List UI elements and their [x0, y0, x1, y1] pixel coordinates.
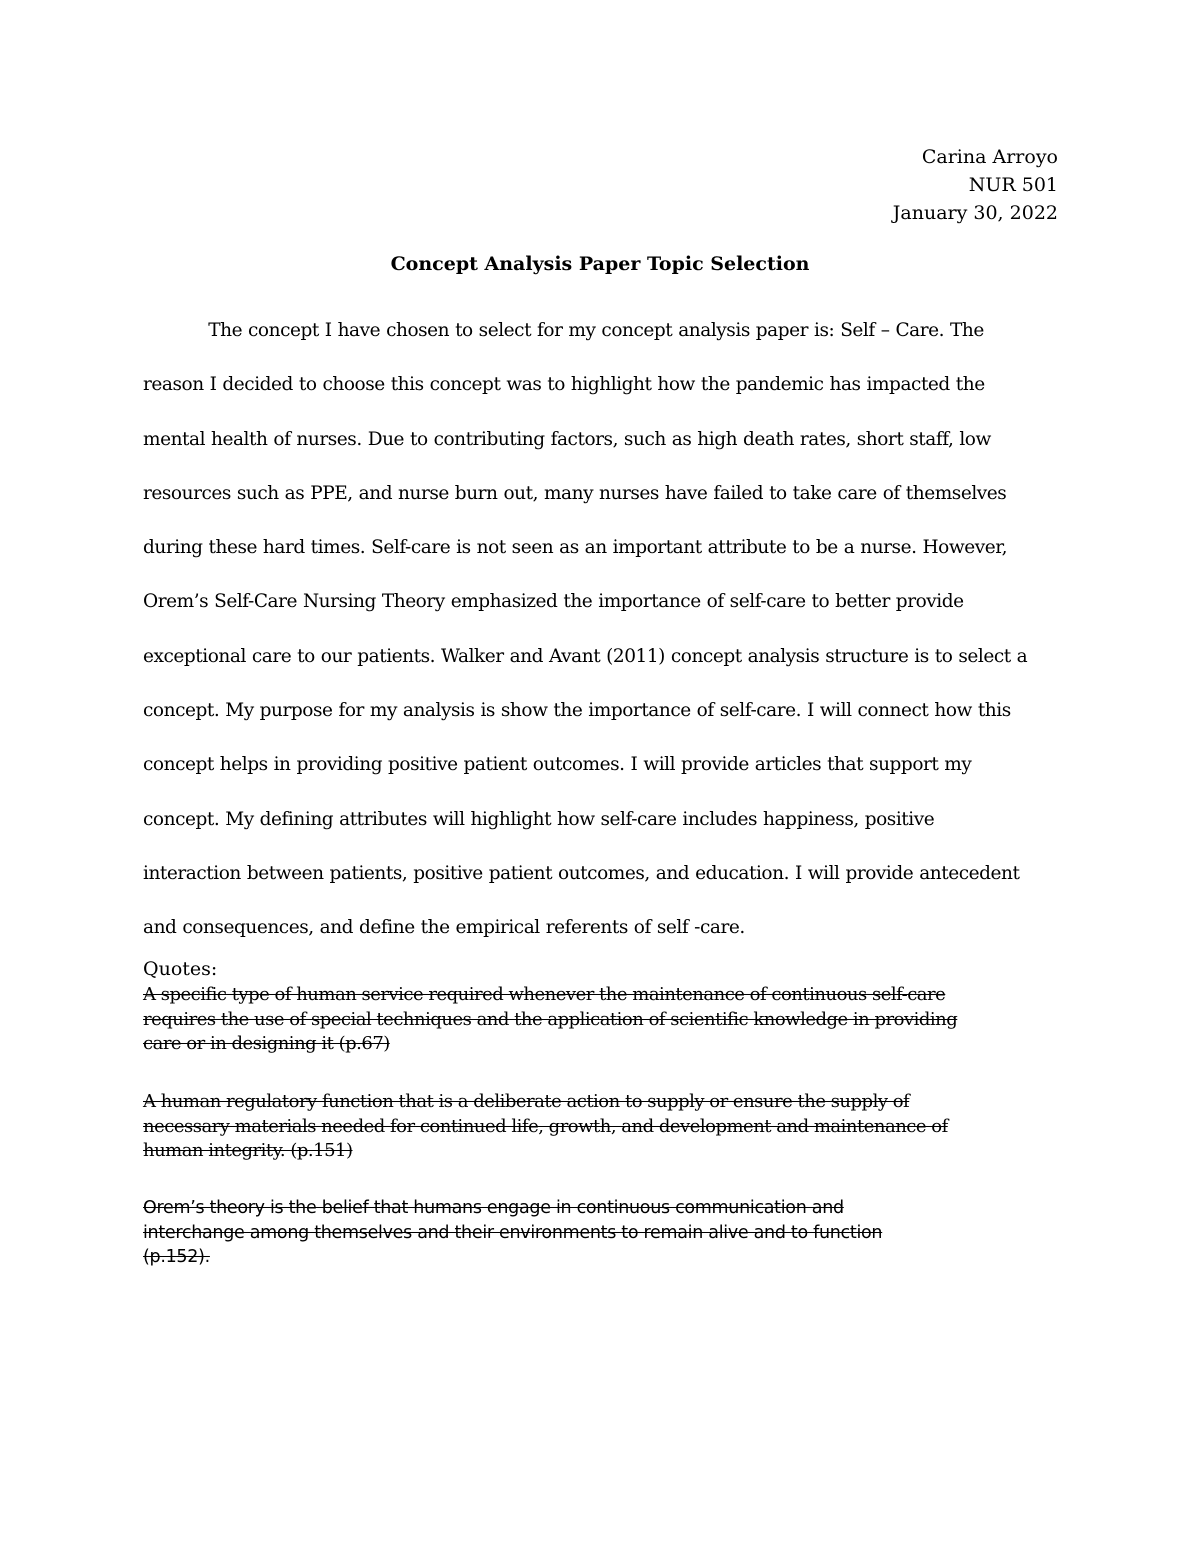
document-date: January 30, 2022 — [892, 202, 1058, 224]
quote-block — [143, 1090, 1043, 1164]
quote-line: A specific type of human service required whenever the maintenance of continuous self-care — [143, 984, 946, 1005]
body-paragraph — [143, 304, 1063, 956]
paragraph-line: mental health of nurses. Due to contributing factors, such as high death rates, short staff, low — [143, 428, 991, 450]
quote-line: (p.152). — [143, 1247, 210, 1267]
paragraph-line: and consequences, and define the empirical referents of self -care. — [143, 917, 745, 939]
quote-line: human integrity. (p.151) — [143, 1140, 353, 1161]
paragraph-line: during these hard times. Self-care is not seen as an important attribute to be a nurse. However, — [143, 537, 1008, 559]
quotes-heading: Quotes: — [143, 958, 218, 980]
paragraph-line: resources such as PPE, and nurse burn out, many nurses have failed to take care of themselves — [143, 482, 1007, 504]
quote-block — [143, 1196, 1043, 1270]
document-title: Concept Analysis Paper Topic Selection — [390, 253, 810, 275]
paragraph-line: concept. My defining attributes will highlight how self-care includes happiness, positive — [143, 808, 935, 830]
paragraph-line: The concept I have chosen to select for my concept analysis paper is: Self – Care. The — [143, 320, 984, 341]
author-name: Carina Arroyo — [921, 146, 1058, 168]
paragraph-line: interaction between patients, positive patient outcomes, and education. I will provide antecedent — [143, 862, 1020, 884]
quote-block — [143, 983, 1043, 1057]
paragraph-line: concept. My purpose for my analysis is show the importance of self-care. I will connect how this — [143, 700, 1011, 722]
paragraph-line: concept helps in providing positive patient outcomes. I will provide articles that support my — [143, 754, 972, 776]
quote-line: Orem’s theory is the belief that humans engage in continuous communication and — [143, 1198, 844, 1218]
paragraph-line: exceptional care to our patients. Walker and Avant (2011) concept analysis structure is to select a — [143, 645, 1028, 667]
paragraph-line: Orem’s Self-Care Nursing Theory emphasized the importance of self-care to better provide — [143, 591, 964, 613]
quote-line: interchange among themselves and their environments to remain alive and to function — [143, 1222, 883, 1243]
author-header — [893, 143, 1058, 227]
quote-line: care or in designing it (p.67) — [143, 1033, 390, 1054]
quote-line: necessary materials needed for continued life, growth, and development and maintenance of — [143, 1115, 948, 1137]
quote-line: A human regulatory function that is a deliberate action to supply or ensure the supply of — [143, 1091, 910, 1112]
quote-line: requires the use of special techniques and the application of scientific knowledge in providing — [143, 1008, 958, 1030]
paragraph-line: reason I decided to choose this concept was to highlight how the pandemic has impacted the — [143, 374, 985, 396]
course-code: NUR 501 — [968, 174, 1058, 196]
